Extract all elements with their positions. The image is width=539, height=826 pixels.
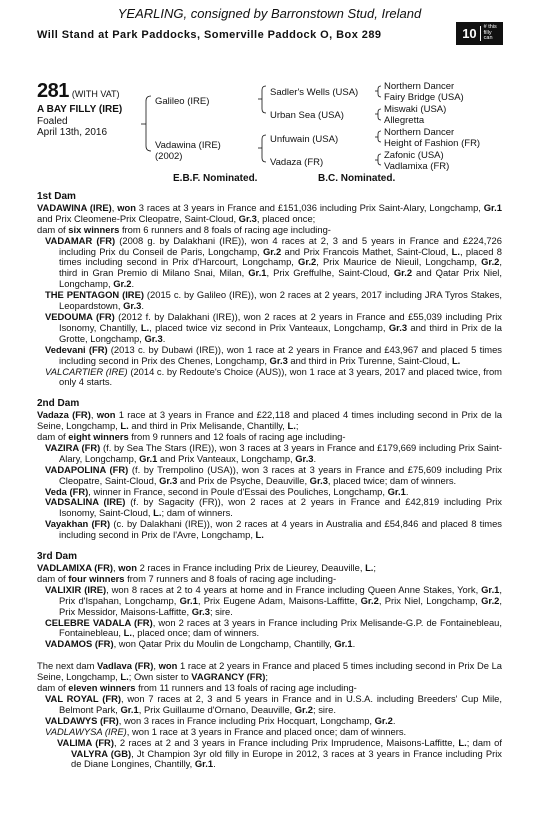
third-dam-main: VADLAMIXA (FR), won 2 races in France including Prix de Lieurey, Deauville, L.; <box>37 562 377 573</box>
ssd: Fairy Bridge (USA) <box>384 92 464 103</box>
dam-year: (2002) <box>155 151 183 162</box>
first-dam-produce <box>37 236 502 389</box>
produce-entry: VADAMAR (FR) (2008 g. by Dalakhani (IRE)), won 4 races at 2, 3 and 5 years in France and £224,726 including Prix du Conseil de Paris, Longchamp, Gr.2 and Prix Francois Mathet, Saint-Cloud, L., placed 8 times including second in Prix d'Harcourt, Longchamp, Gr.2, Prix Maurice de Nieuil, Longchamp, Gr.2, third in Gran Premio di Milano Snai, Milan, Gr.1, Prix Greffulhe, Saint-Cloud, Gr.2 and Qatar Prix Niel, Longchamp, Gr.2. <box>45 234 503 290</box>
second-dam-produce <box>37 443 502 541</box>
dam-dam: Vadaza (FR) <box>270 157 324 168</box>
dam-name: Vadawina (IRE) <box>155 140 221 151</box>
dsd: Height of Fashion (FR) <box>384 138 481 149</box>
produce-entry: VAZIRA (FR) (f. by Sea The Stars (IRE)), won 3 races at 3 years in France and £179,669 including Prix Saint-Alary, Longchamp, Gr.1 and Prix Vanteaux, Longchamp, Gr.3. <box>45 441 502 464</box>
sdd: Allegretta <box>384 115 425 126</box>
ebf-nomination: E.B.F. Nominated. <box>173 173 258 184</box>
second-dam-main: Vadaza (FR), won 1 race at 3 years in France and £22,118 and placed 4 times including second in Prix de la Seine, Longchamp, L. and third in Prix Melisande, Chantilly, L.; <box>37 409 502 432</box>
horse-name: A BAY FILLY (IRE) <box>37 104 123 115</box>
third-dam-produce <box>37 585 502 650</box>
foaled-label: Foaled <box>37 115 68 127</box>
produce-entry: VALIXIR (IRE), won 8 races at 2 to 4 years at home and in France including Queen Anne Stakes, York, Gr.1, Prix d'Ispahan, Longchamp, Gr.1, Prix Eugene Adam, Maisons-Laffitte, Gr.2, Prix Niel, Longchamp, Gr.2, Prix Messidor, Maisons-Laffitte, Gr.3; sire. <box>45 583 502 617</box>
produce-entry: Vayakhan (FR) (c. by Dalakhani (IRE)), won 2 races at 4 years in Australia and £54,846 and placed 8 times including second in Prix de l'Avre, Longchamp, L. <box>45 518 502 541</box>
stand-location: Will Stand at Park Paddocks, Somerville Paddock O, Box 289 <box>37 29 382 41</box>
third-dam-title: 3rd Dam <box>37 551 78 563</box>
produce-entry: VAL ROYAL (FR), won 7 races at 2, 3 and 5 years in France and in U.S.A. including Breeders' Cup Mile, Belmont Park, Gr.1, Prix Guillaume d'Ornano, Deauville, Gr.2; sire. <box>45 692 502 715</box>
produce-entry: VALIMA (FR), 2 races at 2 and 3 years in France including Prix Imprudence, Maisons-Laffitte, L.; dam of VALYRA (GB), Jt Champion 3yr old filly in Europe in 2012, 3 races at 3 years in France including Prix de Diane Longines, Chantilly, Gr.1. <box>57 736 502 770</box>
produce-entry: Vedevani (FR) (2013 c. by Dubawi (IRE)), won 1 race at 2 years in France and £43,967 and placed 5 times including second in Prix des Chenes, Longchamp, Gr.3 and third in Prix Turenne, Saint-Cloud, L. <box>45 343 502 366</box>
produce-entry: Veda (FR), winner in France, second in Poule d'Essai des Pouliches, Longchamp, Gr.1. <box>45 485 409 497</box>
produce-entry: VALCARTIER (IRE) (2014 c. by Redoute's Choice (AUS)), won 1 race at 3 years, 2017 and placed twice, from only 4 starts. <box>45 365 502 388</box>
third-dam-dam-of: dam of four winners from 7 runners and 8 foals of racing age including- <box>37 572 337 584</box>
pedigree-text <box>37 192 502 770</box>
produce-entry: VEDOUMA (FR) (2012 f. by Dalakhani (IRE)), won 2 races at 2 years in France and £55,039 including Prix Isonomy, Chantilly, L., placed twice viz second in Prix Vanteaux, Longchamp, Gr.3 and third in Prix de la Grotte, Longchamp, Gr.3. <box>45 310 502 344</box>
first-dam-title: 1st Dam <box>37 191 76 202</box>
logo-text: # this filly can <box>483 24 497 42</box>
dds: Zafonic (USA) <box>384 150 444 161</box>
sire-name: Galileo (IRE) <box>155 96 210 107</box>
page-header: YEARLING, consigned by Barronstown Stud, Ireland <box>117 6 422 21</box>
next-dam-main: The next dam Vadlava (FR), won 1 race at 2 years in France and placed 5 times including second in Prix De La Seine, Longchamp, L.; Own sister to VAGRANCY (FR); <box>37 660 502 683</box>
second-dam-dam-of: dam of eight winners from 9 runners and 12 foals of racing age including- <box>37 431 346 443</box>
produce-entry: VADAMOS (FR), won Qatar Prix du Moulin de Longchamp, Chantilly, Gr.1. <box>45 638 356 650</box>
sire-dam: Urban Sea (USA) <box>270 110 344 121</box>
bc-nomination: B.C. Nominated. <box>318 173 396 184</box>
produce-entry: VADAPOLINA (FR) (f. by Trempolino (USA)), won 3 races at 3 years in France and £75,609 including Prix Cleopatre, Saint-Cloud, Gr.3 and Prix de Psyche, Deauville, Gr.3, placed twice; dam of winners. <box>45 463 502 486</box>
lot-number: 281 (WITH VAT) <box>37 80 120 102</box>
second-dam-title: 2nd Dam <box>37 398 80 410</box>
sss: Northern Dancer <box>384 81 455 92</box>
foaled-date: April 13th, 2016 <box>37 127 108 138</box>
next-dam-dam-of: dam of eleven winners from 11 runners and 13 foals of racing age including- <box>37 682 357 694</box>
sire-sire: Sadler's Wells (USA) <box>270 87 359 98</box>
produce-entry: THE PENTAGON (IRE) (2015 c. by Galileo (IRE)), won 2 races at 2 years, 2017 including JRA Tyros Stakes, Leopardstown, Gr.3. <box>45 289 502 312</box>
next-dam-sub-produce <box>37 738 502 771</box>
produce-entry: VADLAWYSA (IRE), won 1 race at 3 years in France and placed once; dam of winners. <box>45 725 407 737</box>
first-dam-main: VADAWINA (IRE), won 3 races at 3 years in France and £151,036 including Prix Saint-Alary, Longchamp, Gr.1 and Prix Cleomene-Prix Cleopatre, Saint-Cloud, Gr.3, placed once; <box>37 201 502 224</box>
logo-number: 10 <box>462 26 477 41</box>
sds: Miswaki (USA) <box>384 104 447 115</box>
dss: Northern Dancer <box>384 127 455 138</box>
vat-note: (WITH VAT) <box>71 89 120 99</box>
first-dam-dam-of: dam of six winners from 6 runners and 8 foals of racing age including- <box>37 223 331 235</box>
produce-entry: VALDAWYS (FR), won 3 races in France including Prix Hocquart, Longchamp, Gr.2. <box>45 714 396 726</box>
next-dam-produce <box>37 694 502 738</box>
produce-entry: CELEBRE VADALA (FR), won 2 races at 3 years in France including Prix Melisande-G.P. de Fontainebleau, Fontainebleau, L., placed once; dam of winners. <box>45 616 502 639</box>
dam-sire: Unfuwain (USA) <box>270 134 339 145</box>
ddd: Vadlamixa (FR) <box>384 161 450 172</box>
produce-entry: VADSALINA (IRE) (f. by Sagacity (FR)), won 2 races at 2 years in France and £42,819 including Prix Isonomy, Saint-Cloud, L.; dam of winners. <box>45 496 502 519</box>
